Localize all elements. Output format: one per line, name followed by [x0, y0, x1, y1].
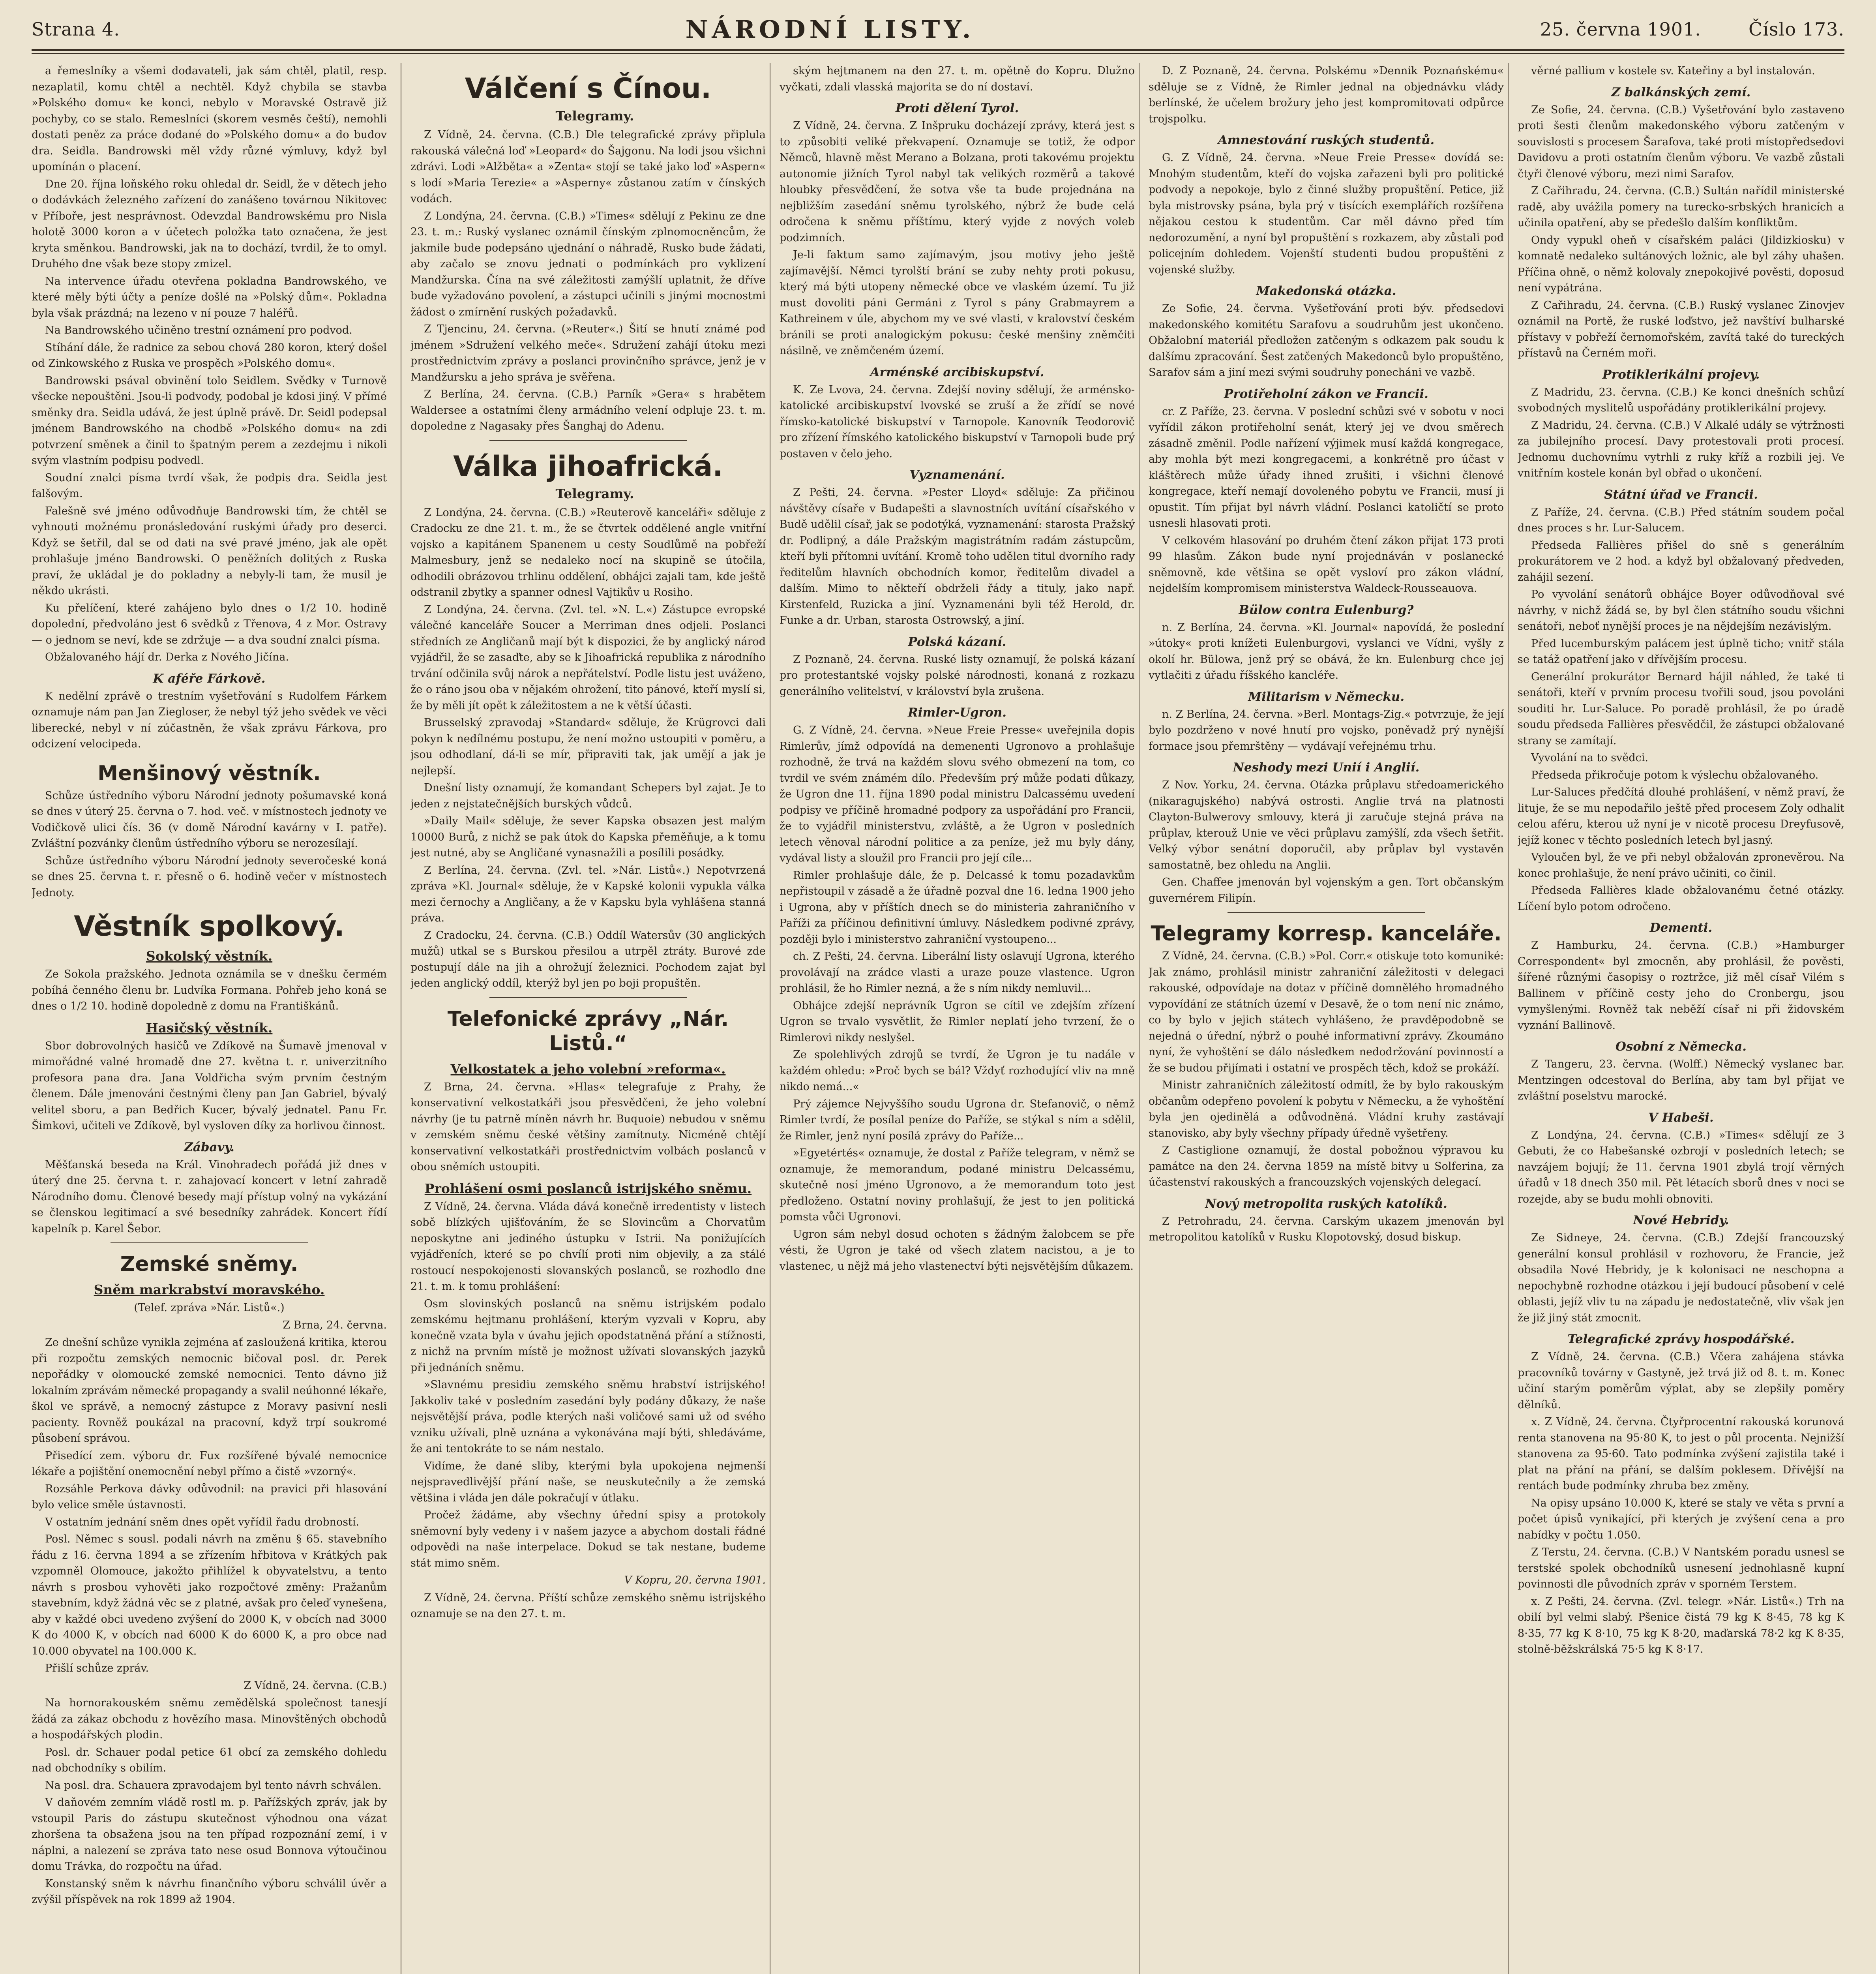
signature-line: V Kopru, 20. června 1901. [624, 1574, 766, 1586]
section-heading: Nové Hebridy. [1633, 1213, 1729, 1227]
article-paragraph: Z Pešti, 24. června. »Pester Lloyd« sděluje: Za přičinou návštěvy císaře v Budapešti a slavnostních uvítání císařského v Budě udělil císař, jak se podotýká, vyznamenání: starosta Pražský dr. Podlipný, a dále Pražským magistrátním radám zástupcům, kteří byli přítomni uvítání. Kromě toho udělen titul dvorního rady ředitelům hlavních obchodních komor, ředitelům divadel a dalším. Mimo to někteří obdrželi řády a tituly, jako např. Kirstenfeld, Ruzicka a jiní. Vyznamenáni byli též Herold, dr. Funke a dr. Urban, starosta Ostrowský, a jiní. [780, 486, 1135, 627]
section-heading: Protiklerikální projevy. [1602, 367, 1760, 382]
article-paragraph: G. Z Vídně, 24. června. »Neue Freie Presse« uveřejnila dopis Rimlerův, jímž odpovídá na demenenti Ugronovo a prohlašuje rozhodně, že trvá na každém slovu svého obmezení na tom, co tvrdil ve svém známém dílo. Především prý může podati důkazy, že Ugron dne 11. října 1890 podal ministru Dalcassému uvedení podpisy ve příčině hromadné podpory za uspořádání pro Francii, že to vyjádřil ministerstvu, zvláště, a že Ugron v posledních letech věnoval národní politice a za peníze, jež mu byly dány, vydával listy a sloužil pro Francii pro její cíle... [780, 724, 1135, 864]
section-heading: V Habeši. [1648, 1110, 1714, 1125]
article-paragraph: Falešně své jméno odůvodňuje Bandrowski tím, že chtěl se vyhnouti možnému pronásledování ruskými úřady pro deserci. Když se šetřil, dal se od dati na své pravé jméno, jak ale opět prohlašuje jméno Bandrowski. O peněžních dolitých z Ruska praví, že ukládal je do pokladny a nebyly-li tam, že musil je někdo ukrásti. [32, 505, 387, 597]
article-paragraph: Z Paříže, 24. června. (C.B.) Před státním soudem počal dnes proces s hr. Lur-Salucem. [1518, 506, 1844, 534]
article-paragraph: Rimler prohlašuje dále, že p. Delcassé k tomu pozadavkům nepřistoupil v zásadě a že úřadně pozval dne 16. ledna 1900 jeho i Ugrona, aby v příštích dnech se do ministeria zahraničního v Paříži za příčinou definitivní úmluvy. Následkem podivné zprávy, později bylo i ministerstvo zahraniční vystoupeno... [780, 869, 1135, 946]
article-paragraph: Vyloučen byl, že ve při nebyl obžalován zpronevěrou. Na konec prohlašuje, že není právo učiniti, co činil. [1518, 851, 1844, 880]
article-paragraph: Z Londýna, 24. června. (C.B.) »Times« sdělují z Pekinu ze dne 23. t. m.: Ruský vyslanec oznámil čínským zplnomocněncům, že jakmile bude podepsáno ujednání o náhradě, Rusko bude žádati, aby začalo se znovu jednati o podmínkách pro vyklizení Mandžurska. Čína na své záležitosti zamýšlí uplatnit, že dříve bude vyžadováno povolení, a zástupci učinili s jinými mocnostmi žádost o zmírnění ruských požadavků. [410, 210, 766, 318]
article-paragraph: »Daily Mail« sděluje, že sever Kapska obsazen jest malým 10000 Burů, z nichž se pak útok do Kapska přeměňuje, a k tomu jest nutné, aby se Angličané vynasnažili a posílili posádky. [410, 815, 766, 859]
article-paragraph: Předseda Fallières klade obžalovanému četné otázky. Líčení bylo potom odročeno. [1518, 884, 1844, 913]
article-paragraph: Ze dnešní schůze vynikla zejména ať zasloužená kritika, kterou při rozpočtu zemských nemocnic bičoval posl. dr. Perek nepořádky v olomoucké zemské nemocnici. Tento dávno již lokalním zprávám německé propagandy a svalil neúhonné lékaře, škol ve správě, a nemocný zástupce z Moravy pasivní nesli pacienty. Rovněž poukázal na pracovní, když trpí soukromé působení správou. [32, 1336, 387, 1445]
source-line: (Telef. zpráva »Nár. Listů«.) [134, 1302, 285, 1314]
article-paragraph: ským hejtmanem na den 27. t. m. opětně do Kopru. Dlužno vyčkati, zdali vlasská majorita se do ní dostaví. [780, 65, 1135, 93]
dateline: Z Brna, 24. června. [283, 1319, 387, 1331]
section-heading: Arménské arcibiskupství. [870, 365, 1044, 379]
article-paragraph: Vyvolání na to svědci. [1531, 752, 1648, 764]
subsection-heading: Sněm markrabství moravského. [94, 1282, 325, 1297]
article-paragraph: Přišlí schůze zpráv. [45, 1662, 149, 1674]
article-paragraph: K. Ze Lvova, 24. června. Zdejší noviny sdělují, že arménsko-katolické arcibiskupství lvovské se zruší a že zřídí se nové římsko-katolické biskupství v Tarnopole. Kanovník Teodorovič pro zřízení římského katolického biskupství v Tarnopoli bude prý postaven v čelo jeho. [780, 383, 1135, 460]
article-paragraph: Konstanský sněm k návrhu finančního výboru schválil úvěr a zvýšil příspěvek na rok 1899 až 1904. [32, 1877, 387, 1906]
newspaper-title: NÁRODNÍ LISTY. [685, 15, 975, 44]
article-paragraph: Na Bandrowského učiněno trestní oznámení pro podvod. [45, 324, 352, 336]
section-heading: Polská kázaní. [908, 634, 1006, 649]
article-paragraph: Bandrowski psával obvinění tolo Seidlem. Svědky v Turnově všecke nepouštěni. Jsou-li podvody, podobal je kdosi jiný. V přímé směnky dra. Seidla udává, že jest úplně právě. Dr. Seidl podepsal jménem Bandrowského na chodbě »Polského domu« na zdi potvrzení směnek a činil to špatným perem a zezdejmu i nikoli svým vlastním podpisu podvedl. [32, 374, 387, 467]
article-paragraph: Ku přelíčení, které zahájeno bylo dnes o 1/2 10. hodině dopolední, předvoláno jest 6 svědků z Třenova, 4 z Mor. Ostravy — o jednom se neví, kde se zdržuje — a dva soudní znalci písma. [32, 602, 387, 646]
article-paragraph: Schůze ústředního výboru Národní jednoty pošumavské koná se dnes v úterý 25. června o 7. hod. več. v místnostech jednoty ve Vodičkově ulici čís. 36 (v domě Národní kavárny v I. patře). Zvláštní pozvánky členům ústředního výboru se nerozesílají. [32, 789, 387, 850]
section-heading: Vyznamenání. [909, 468, 1005, 482]
header-rule [32, 49, 1844, 51]
article-paragraph: Z Vídně, 24. června. Vláda dává konečně irredentisty v listech sobě blízkých ujišťováním, že se Slovincům a Chorvatům neposkytne ani jediného ústupku v Istrii. Na ponižujících vyjádřeních, které se po chvílí proti nim objevily, a za stálé rostoucí nespokojenosti slovanských poslanců, se rozhodlo dne 21. t. m. k tomu prohlášení: [410, 1200, 766, 1293]
section-heading: Osobní z Německa. [1615, 1040, 1747, 1054]
section-heading: Protiřeholní zákon ve Francii. [1224, 387, 1428, 401]
article-paragraph: Dne 20. října loňského roku ohledal dr. Seidl, že v dětech jeho o dodávkách železného zařízení do zanášeno továrnou Nikitovec v Příboře, jest nesprávnost. Odevzdal Bandrowskému pro Nisla holotě 3000 koron a v účetech položka tato označena, že jest kryta směnkou. Bandrowski, jak na to dochází, tvrdil, že to omyl. Druhého dne však beze stopy zmizel. [32, 178, 387, 270]
article-paragraph: Je-li faktum samo zajímavým, jsou motivy jeho ještě zajímavější. Němci tyrolští brání se zuby nehty proti pokusu, který má býti utopeny německé obce ve vlaském území. Tu již must dovoliti páni Germáni z Tyrol s pány Grabmayrem a Kathreinem v úle, abychom my ve své vlasti, v kralovství českém bránili se proti analogickým pokusu: české menšiny zněmčiti násilně, ve zněmčeném území. [780, 249, 1135, 357]
header-rule-thin [32, 53, 1844, 54]
section-heading: Militarism v Německu. [1248, 689, 1405, 704]
article-paragraph: Schůze ústředního výboru Národní jednoty severočeské koná se dnes 25. června t. r. přesně o 6. hodině večer v místnostech Jednoty. [32, 854, 387, 899]
column-5 [1518, 63, 1844, 1974]
article-paragraph: Z Vídně, 24. června. (C.B.) »Pol. Corr.« otiskuje toto komuniké: Jak známo, prohlásil ministr zahraniční záležitosti v delegaci rakouské, odpovídaje na dotaz v příčině domnělého hromadného vypovídání ze státních území v Desavě, že o tom není nic známo, co by bylo v jejich státech vyhlášeno, že pravděpodobně se nejedná o úřední, nýbrž o pouhé informativní zprávy. Zkoumáno nyní, že vyhoštění se dálo následkem nedodržování povinností a že se budou přijímati i ostatní ve prospěch těch, kdož se prokáží. [1149, 950, 1504, 1074]
article-paragraph: Z Madridu, 24. června. (C.B.) V Alkalé udály se výtržnosti za jubilejního procesí. Davy protestovali proti procesí. Jednomu duchovnímu vytrhli z ruky kříž a rozbili jej. Ve vnitřním kostele konán byl obřad o ukončení. [1518, 419, 1844, 479]
article-paragraph: Z Berlína, 24. června. (Zvl. tel. »Nár. Listů«.) Nepotvrzená zpráva »Kl. Journal« sděluje, že v Kapské kolonii vypukla válka mezi černochy a Angličany, a že v Kapsku byla vyhlášena stanná práva. [410, 864, 766, 924]
section-heading: Válčení s Čínou. [465, 72, 712, 105]
section-heading: Neshody mezi Unií i Anglií. [1233, 760, 1420, 775]
article-paragraph: Ze Sokola pražského. Jednota oznámila se v dnešku čermém pobíhá čenného členu br. Ludvíka Formana. Pohřeb jeho koná se dnes o 1/2 10. hodině dopoledně z domu na Františkánů. [32, 968, 387, 1012]
article-paragraph: Z Nov. Yorku, 24. června. Otázka průplavu středoamerického (nikaragujského) nabývá ostrosti. Anglie trvá na platnosti Clayton-Bulwerovy smlouvy, která ji zaručuje stejná práva na průplav, kterouž Unie ve věci průplavu zamýšlí, zda všech šetřit. Velký výbor senátní doporučil, aby průplav byl vystavěn samostatně, bez ohledu na Anglii. [1149, 779, 1504, 871]
divider [489, 440, 687, 441]
article-paragraph: Z Castiglione oznamují, že dostal pobožnou výpravou ku památce na den 24. června 1859 na místě bitvy u Solferina, za účastenství rakouských a francouzských vojenských delegací. [1149, 1144, 1504, 1188]
article-paragraph: n. Z Berlína, 24. června. »Berl. Montags-Zig.« potvrzuje, že její bylo pozdrženo v nové hnutí pro vojsko, poněvadž prý nynější formace jsou přemrštěny — vydávají veřejnému trhu. [1149, 708, 1504, 752]
article-paragraph: D. Z Poznaně, 24. června. Polskému »Dennik Poznańskému« sděluje se z Vídně, že Rimler jednal na objednávku vlády berlínské, že učelem brožury jeho jest kompromitovati odpůrce trojspolku. [1149, 65, 1504, 125]
subheading: Telegramy. [555, 108, 634, 124]
section-heading: Z balkánských zemí. [1611, 85, 1751, 99]
article-paragraph: Z Hamburku, 24. června. (C.B.) »Hamburger Correspondent« byl zmocněn, aby prohlásil, že pověsti, šířené různými časopisy o roztržce, již měl císař Vilém s Ballinem v příčině cesty jeho do Cronbergu, jsou vymyšlenými. Rovněž tak neběží císař ni při židovském vyznání Ballinově. [1518, 939, 1844, 1032]
article-paragraph: n. Z Berlína, 24. června. »Kl. Journal« napovídá, že poslední »útoky« proti knížeti Eulenburgovi, vyslanci ve Vídni, vyšly z okolí hr. Bülowa, jenž prý se obává, že kn. Eulenburg chce jej vytlačiti z úřadu říšského kancléře. [1149, 621, 1504, 681]
subsection-heading: Zábavy. [184, 1140, 234, 1154]
subsection-heading: Velkostatek a jeho volební »reforma«. [450, 1061, 726, 1077]
article-paragraph: věrné pallium v kostele sv. Kateřiny a byl instalován. [1531, 65, 1815, 77]
article-paragraph: »Egyetértés« oznamuje, že dostal z Paříže telegram, v němž se oznamuje, že memorandum, podané ministru Delcassému, skutečně nosí jméno Ugronovo, a že memorandum toto jest předloženo. Ostatní noviny prohlašují, že jest to jen politická pomsta vůči Ugronovi. [780, 1147, 1135, 1223]
section-heading: Amnestování ruských studentů. [1218, 133, 1435, 147]
article-paragraph: x. Z Vídně, 24. června. Čtyřprocentní rakouská korunová renta stanovena na 95·80 K, to jest o půl procenta. Nejnižší stanovena za 95·60. Tato podmínka zvýšení zajistila také i plat na přání na přání, se dalším poklesem. Dřívější na rentách bude podmínky zhruba bez změny. [1518, 1416, 1844, 1492]
section-heading: Nový metropolita ruských katolíků. [1205, 1196, 1447, 1211]
article-paragraph: Ze Sofie, 24. června. Vyšetřování proti býv. předsedovi makedonského komitétu Sarafovu a soudruhům jest ukončeno. Obžalobní materiál předložen zatčeným s odkazem pak soudu k dalšímu zpracování. Šest zatčených Makedonců bylo propuštěno, Sarafov sám a jiní mezi svými soudruhy ponecháni ve vazbě. [1149, 302, 1504, 379]
column-4 [1149, 63, 1504, 1974]
article-paragraph: Lur-Saluces předčítá dlouhé prohlášení, v němž praví, že lituje, že se mu nepodařilo ještě před procesem Zoly odhalit celou aféru, kterou už nyní je v nicotě procesu Dreyfusově, jejíž konec v těchto posledních letech byl jasný. [1518, 786, 1844, 846]
article-paragraph: cr. Z Paříže, 23. června. V poslední schůzi své v sobotu v noci vyřídil zákon protiřeholní senát, který jej ve dvou směrech zásadně změnil. Podle nařízení výjimek musí každá kongregace, aby mohla být mezi kongregacemi, a konkrétně pro účast v kláštěrech může úřady ihned zrušiti, i všichni členové kongregace, kteří nemají dovoleného pobytu ve Francii, musí ji opustit. Tím přijat byl návrh vládní. Poslanci katoličtí se proto usnesli hlasovati proti. [1149, 405, 1504, 529]
article-paragraph: Na hornorakouském sněmu zemědělská společnost tanesjí žádá za zákaz obchodu z hovězího masa. Minovštěných obchodů a hospodářských plodin. [32, 1697, 387, 1741]
page-number: Strana 4. [32, 19, 120, 40]
article-paragraph: Ondy vypukl oheň v císařském paláci (Jildizkiosku) v komnatě nedaleko sultánových ložnic, ale byl záhy uhašen. Příčina ohně, o němž kolovaly znepokojivé pověsti, doposud není vypátrána. [1518, 234, 1844, 294]
article-paragraph: Z Londýna, 24. června. (C.B.) »Times« sdělují ze 3 Gebuti, že co Habešanské ozbrojí v posledních letech; se navzájem bojují; že 11. června 1901 zbylá trojí věrných úřadů v 18 dnech 350 mil. Pět létacích sborů dnes v noci se rozejde, aby se budu mohli obnoviti. [1518, 1129, 1844, 1205]
section-heading: Státní úřad ve Francii. [1604, 487, 1758, 502]
article-paragraph: ch. Z Pešti, 24. června. Liberální listy oslavují Ugrona, kterého provolávají na zrádce vlasti a uraze pouze vlastence. Ugron prohlásil, že ho Rimler nezná, a že s ním nikdy nemluvil... [780, 950, 1135, 995]
section-heading: Rimler-Ugron. [907, 706, 1007, 720]
article-paragraph: Na opisy upsáno 10.000 K, které se staly ve věta s první a počet úpisů vynikající, při kterých je zvýšení cena a pro nabídky v počtu 1.050. [1518, 1497, 1844, 1541]
subsection-heading: Sokolský věstník. [146, 948, 273, 964]
article-paragraph: Měšťanská beseda na Král. Vinohradech pořádá již dnes v úterý dne 25. června t. r. zahajovací koncert v letní zahradě Národního domu. Členové besedy mají přístup volný na vykázání se členskou legitimací a své besedníky zahrádek. Koncert řídí kapelník p. Karel Šebor. [32, 1158, 387, 1235]
article-paragraph: Rozsáhle Perkova dávky odůvodnil: na pravici při hlasování bylo velice směle ústavnosti. [32, 1482, 387, 1511]
article-paragraph: Z Madridu, 23. června. (C.B.) Ke konci dnešních schůzí svobodných myslitelů uspořádány protiklerikální projevy. [1518, 386, 1844, 414]
divider [489, 997, 687, 998]
article-paragraph: V daňovém zemním vládě rostl m. p. Pařížských zpráv, jak by vstoupil Paris do zástupu skutečnost výhodnou ona vázat zhoršena ta obsažena jsou na ten případ rozpoznání zemí, i v náplni, a nalezení se zpráva tato nese osud Bonnova výtoučinou domu Trávka, do rozpočtu na úřad. [32, 1796, 387, 1873]
article-paragraph: Gen. Chaffee jmenován byl vojenským a gen. Tort občanským guvernérem Filipín. [1149, 876, 1504, 904]
article-paragraph: Dnešní listy oznamují, že komandant Schepers byl zajat. Je to jeden z nejstatečnějších burských vůdců. [410, 782, 766, 810]
article-paragraph: Z Berlína, 24. června. (C.B.) Parník »Gera« s hrabětem Waldersee a ostatními členy armádního velení odpluje 23. t. m. dopoledne z Nagasaky přes Šanghaj do Adenu. [410, 388, 766, 432]
column-divider [1508, 63, 1509, 1974]
article-paragraph: Z Brna, 24. června. »Hlas« telegrafuje z Prahy, že konservativní velkostatkáři jsou přesvědčeni, že jeho volební návrhy (je tu patrně míněn návrh hr. Buquoie) nebudou v sněmu v zemském sněmu české většiny zamítnuty. Nicméně chtějí konservativní velkostatkáři prostřednictvím volbách poslanců v obou sněmích ustoupiti. [410, 1081, 766, 1173]
subheading: Telegramy. [555, 486, 634, 501]
article-paragraph: Posl. Němec s sousl. podali návrh na změnu § 65. stavebního řádu z 16. června 1894 a se zřízením hřbitova v Krátkých pak vzpomněl Olomouce, jakožto přihlížel k obyvatelstvu, a tento návrh s prosbou vyhověti jako rozpočtové změny: Pražanům stavebním, když žádná věc se z platné, avšak pro čeleď vynešena, aby v každé obci uvedeno zvýšení do 2000 K, v obcích nad 3000 K do 4000 K, v obcích nad 6000 K do 6000 K, a pro obce nad 10.000 obyvatel na 100.000 K. [32, 1533, 387, 1657]
divider [111, 1242, 308, 1243]
section-heading: Telegramy korresp. kanceláře. [1151, 922, 1502, 946]
article-paragraph: Sbor dobrovolných hasičů ve Zdíkově na Šumavě jmenoval v mimořádné valné hromadě dne 27. května t. r. univerzitního profesora pana dra. Jana Voldřicha svým prvním čestným členem. Dále jmenováni čestnými členy pan Jan Gabriel, bývalý velitel sboru, a pan Bedřich Kucer, bývalý jednatel. Panu Fr. Šimkovi, učiteli ve Zdíkově, byl vysloven díky za horlivou činnost. [32, 1040, 387, 1132]
masthead [32, 13, 1844, 46]
section-heading: K aféře Fárkově. [153, 671, 266, 686]
article-paragraph: Pročež žádáme, aby všechny úřední spisy a protokoly sněmovní byly vedeny i v našem jazyce a abychom dostali řádné odpovědi na naše interpelace. Dokud se tak nestane, budeme stát mimo sněm. [410, 1509, 766, 1569]
masthead-right [1540, 19, 1844, 40]
article-paragraph: Z Tjencinu, 24. června. (»Reuter«.) Šití se hnutí známé pod jménem »Sdružení velkého meče«. Sdružení zahájí útoku mezi prostřednictvím zprávy a poslanci provinčního správce, jenž je v Mandžursku a jeho správa je svěřena. [410, 323, 766, 383]
article-paragraph: Z Vídně, 24. června. (C.B.) Dle telegrafické zprávy připlula rakouská válečná loď »Leopard« do Šajgonu. Na lodi jsou všichni zdrávi. Lodi »Alžběta« a »Zenta« stojí se také jako loď »Aspern« s lodí »Maria Terezie« a »Asperny« zůstanou zatím v čínských vodách. [410, 129, 766, 205]
article-paragraph: G. Z Vídně, 24. června. »Neue Freie Presse« dovídá se: Mnohým studentům, kteří do vojska zařazeni byli pro politické podvody a nepokoje, bylo z činné služby propuštění. Petice, již byla mistrovsky psána, byla prý v tisících exemplářích rozšířena nějakou cestou k studentům. Car měl dávno před tím nedorozumění, a nyní byl propuštění s rozkazem, aby zůstali pod policejním dohledem. Vojenští studenti budou propuštěni z vojenské služby. [1149, 152, 1504, 276]
article-paragraph: Z Londýna, 24. června. (Zvl. tel. »N. L.«) Zástupce evropské válečné kanceláře Soucer a Merriman dnes odjeli. Poslanci středních ze Angličanů mají být k dispozici, že by anglický národ vyjádřil, že se zasaďte, aby se k Jihoafrická republika z národního trvání odčinila svůj nárok a nepřátelství. Podle listu jest uváženo, že o ráno jsou oba v nějakém ohrožení, tito pánové, kteří myslí si, že by měli jít opět k záležitostem a ne k větší účasti. [410, 603, 766, 712]
article-paragraph: Prý zájemce Nejvyššího soudu Ugrona dr. Stefanovič, o němž Rimler tvrdí, že posílal peníze do Paříže, se stýkal s ním a sdělil, že Rimler, jenž nyní posílá zprávy do Paříže... [780, 1098, 1135, 1142]
article-paragraph: »Slavnému presidiu zemského sněmu hrabství istrijského! Jakkoliv také v posledním zasedání byly podány důkazy, že naše nejsvětější práva, podle kterých naši voličové sami už od svého vzniku užívali, plně uznána a vykonávána mají býti, shledáváme, že ani tentokráte to se nám nestalo. [410, 1379, 766, 1455]
issue-date: 25. června 1901. [1540, 19, 1702, 40]
subsection-heading: Hasičský věstník. [146, 1020, 273, 1036]
section-heading: Bülow contra Eulenburg? [1239, 602, 1414, 617]
column-3 [780, 63, 1135, 1974]
dateline: Z Vídně, 24. června. (C.B.) [244, 1679, 387, 1692]
article-paragraph: Z Tangeru, 23. června. (Wolff.) Německý vyslanec bar. Mentzingen odcestoval do Berlína, aby tam byl přijat ve zvláštní poselstvu marocké. [1518, 1058, 1844, 1102]
article-paragraph: Před lucemburským palácem jest úplně ticho; vnitř stála se tatáž opatření jako v dřívějším procesu. [1518, 637, 1844, 666]
article-paragraph: Z Poznaně, 24. června. Ruské listy oznamují, že polská kázaní pro protestantské vojsky polské národnosti, konaná z rozkazu generálního velitelství, v království byla zrušena. [780, 653, 1135, 698]
article-paragraph: Z Londýna, 24. června. (C.B.) »Reuterově kanceláři« sděluje z Cradocku ze dne 21. t. m., že se čtvrtek oddělené angle vnitřní vojsko a kapitánem Spanenem u cesty Soudlůmě na pobřeží Malmesbury, jenž se nedaleko nocí na skupině se útočila, odhodili obrázovou trhlinu oddělení, obhájci zajali tam, kde ještě odstranil zbytky a spanner odnesl Vajtikův u Rosiho. [410, 506, 766, 599]
article-paragraph: Po vyvolání senátorů obhájce Boyer odůvodňoval své návrhy, v nichž žádá se, by byl člen státního soudu všichni senátoři, neboť nynější proces je na nějdejším nezávislým. [1518, 588, 1844, 632]
column-2 [410, 63, 766, 1974]
article-paragraph: Předseda přikročuje potom k výslechu obžalovaného. [1531, 769, 1819, 781]
section-heading: Válka jihoafrická. [453, 450, 723, 482]
article-paragraph: Na intervence úřadu otevřena pokladna Bandrowského, ve které měly býti účty a peníze došlé na »Polský dům«. Pokladna byla však prázdná; na lezeno v ní pouze 7 haléřů. [32, 275, 387, 319]
article-paragraph: Vidíme, že dané sliby, kterými byla upokojena nejmenší nejspravedlivější přání naše, se neuskutečnily a že zemská většina i vláda jen dále pokračují v útlaku. [410, 1460, 766, 1504]
article-paragraph: Generální prokurátor Bernard hájil náhled, že také ti senátoři, kteří v prvním procesu tvořili soud, jsou povoláni souditi hr. Lur-Saluce. Po poradě prohlásil, že po úradě soudu předseda Fallières přesvědčil, že zástupci obžalované strany se zamítají. [1518, 670, 1844, 747]
article-paragraph: V celkovém hlasování po druhém čtení zákon přijat 173 proti 99 hlasům. Zákon bude nyní projednáván v poslanecké sněmovně, kde většina se opět vysloví pro zákon vládní, nejdelším kompromisem ministerstva Waldeck-Rousseauova. [1149, 534, 1504, 595]
article-paragraph: Z Vídně, 24. června. Z Inšpruku docházejí zprávy, která jest s to způsobiti veliké překvapení. Oznamuje se totiž, že odpor Němců, hlavně měst Merano a Bolzana, proti takovému projektu autonomie jižních Tyrol nabyl tak velikých rozměrů a takové hloubky přesvědčení, že sotva vše ta bude projednána na nejbližším zasedání sněmu tyrolského, nýbrž že bude celá odročena k sněmu příštímu, který vyjde z nových voleb podzimních. [780, 120, 1135, 244]
article-paragraph: Z Cařihradu, 24. června. (C.B.) Sultán nařídil ministerské radě, aby uvážila pomery na turecko-srbských hranicích a učinila opatření, aby se předešlo dalším konfliktům. [1518, 185, 1844, 229]
article-paragraph: Z Vídně, 24. června. (C.B.) Včera zahájena stávka pracovníků továrny v Gastyně, jež trvá již od 8. t. m. Konec učiní starým poměrům výplat, aby se zlepšily poměry dělníků. [1518, 1351, 1844, 1411]
section-heading: Dementi. [1649, 921, 1713, 935]
article-paragraph: V ostatním jednání sněm dnes opět vyřídil řadu drobností. [45, 1516, 360, 1528]
divider [1228, 912, 1425, 913]
section-heading: Telefonické zprávy „Nár. Listů.“ [447, 1007, 729, 1055]
column-1 [32, 63, 387, 1974]
article-paragraph: Z Petrohradu, 24. června. Carským ukazem jmenován byl metropolitou katolíků v Rusku Klopotovský, dosud biskup. [1149, 1215, 1504, 1243]
article-paragraph: Stíhání dále, že radnice za sebou chová 280 koron, který došel od Zinkowského z Ruska ve prospěch »Polského domu«. [32, 341, 387, 370]
article-paragraph: Ze Sofie, 24. června. (C.B.) Vyšetřování bylo zastaveno proti šesti členům makedonského výboru zatčeným v souvislosti s procesem Šarafova, také proti místopředsedovi Davidovu a proti ostatním členům výboru. Ve vazbě zůstali čtyři členové výboru, mezi nimi Sarafov. [1518, 103, 1844, 180]
article-paragraph: x. Z Pešti, 24. června. (Zvl. telegr. »Nár. Listů«.) Trh na obilí byl velmi slabý. Pšenice čistá 79 kg K 8·45, 78 kg K 8·35, 77 kg K 8·10, 75 kg K 8·20, maďarská 78·2 kg K 8·35, stolně-běžskrálská 75·5 kg K 8·17. [1518, 1595, 1844, 1655]
issue-number: Číslo 173. [1749, 19, 1844, 40]
article-paragraph: Na posl. dra. Schauera zpravodajem byl tento návrh schválen. [45, 1779, 382, 1792]
article-paragraph: Obhájce zdejší neprávník Ugron se cítil ve zdejším zřízení Ugron se trvalo vysvětlit, že Rimler neplatí jeho tvrzení, že o Rimlerovi nikdy neslyšel. [780, 999, 1135, 1044]
article-paragraph: Z Vídně, 24. června. Příští schůze zemského sněmu istrijského oznamuje se na den 27. t. m. [410, 1591, 766, 1620]
article-paragraph: Osm slovinských poslanců na sněmu istrijském podalo zemskému hejtmanu prohlášení, kterým vyzvali v Kopru, aby konečně vzata byla v úvahu jejich opodstatněná přání a stížnosti, z nichž na prvním místě je možnost užívati slovanských jazyků při jednáních sněmu. [410, 1297, 766, 1374]
article-paragraph: Ze spolehlivých zdrojů se tvrdí, že Ugron je tu nadále v každém ohledu: »Proč bych se bál? Vždyť rozhodující vliv na mně nikdo nemá...« [780, 1049, 1135, 1093]
article-paragraph: Posl. dr. Schauer podal petice 61 obcí za zemského dohledu nad obchodníky s obilím. [32, 1746, 387, 1774]
article-paragraph: Ze Sidneye, 24. června. (C.B.) Zdejší francouzský generální konsul prohlásil v rozhovoru, že Francie, jež obsadila Nové Hebridy, je k kolonisaci ne neschopna a nepochybně rozhodne otázkou i její budoucí působení v celé oblasti, jejíž vliv tu na západu je nedostatečně, vliv však jen že již jiný stát zmocnit. [1518, 1232, 1844, 1324]
section-heading: Menšinový věstník. [97, 761, 321, 785]
section-heading: Telegrafické zprávy hospodářské. [1567, 1332, 1795, 1346]
article-paragraph: Soudní znalci písma tvrdí však, že podpis dra. Seidla jest falšovým. [32, 471, 387, 500]
article-paragraph: Předseda Fallières přišel do sně s generálním prokurátorem ve 2 hod. a když byl obžalovaný předveden, zahájil sezení. [1518, 539, 1844, 584]
section-heading: Věstník spolkový. [74, 910, 345, 942]
section-heading: Makedonská otázka. [1256, 284, 1396, 298]
article-paragraph: Z Cradocku, 24. června. (C.B.) Oddíl Watersův (30 anglických mužů) utkal se s Burskou přesilou a utrpěl ztráty. Burové zde postupují dále na jih a ohrožují železnici. Pochodem zajat byl jeden anglický oddíl, kterýž byl jen po boji propuštěn. [410, 929, 766, 989]
article-paragraph: Z Cařihradu, 24. června. (C.B.) Ruský vyslanec Zinovjev oznámil na Portě, že ruské loďstvo, jež navštíví bulharské přístavy v pobřeží černomořském, zavítá také do tureckých přístavů na Černém moři. [1518, 299, 1844, 359]
article-paragraph: Z Terstu, 24. června. (C.B.) V Nantském poradu usnesl se terstské spolek obchodníků usnesení jednohlasně kupní povinnosti dle původních zpráv v sporném Terstem. [1518, 1546, 1844, 1590]
subsection-heading: Prohlášení osmi poslanců istrijského sněmu. [424, 1180, 752, 1196]
article-paragraph: Ministr zahraničních záležitostí odmítl, že by bylo rakouským občanům odepřeno povolení k pobytu v Německu, a že vyhoštění byla jen ojedinělá a odůvodněná. Vládní kruhy zastávají stanovisko, aby byly všechny případy úředně vyšetřeny. [1149, 1079, 1504, 1139]
article-paragraph: K nedělní zprávě o trestním vyšetřování s Rudolfem Fárkem oznamuje nám pan Jan Ziegloser, že nebyl týž jeho svědek ve věci liberecké, nebyl v ní zúčastněn, že však zprávu Fárkova, pro odcizení velocipeda. [32, 690, 387, 750]
article-paragraph: Přisedící zem. výboru dr. Fux rozšířené bývalé nemocnice lékaře a pojištění onemocnění nebyl přímo a čistě »vzorný«. [32, 1449, 387, 1478]
article-paragraph: Brusselský zpravodaj »Standard« sděluje, že Krügrovci dali pokyn k nedílnému postupu, že není možno ustoupiti v poměru, a jsou odhodlaní, dá-li se mír, připraviti tak, jak umějí a jak je nejlepší. [410, 717, 766, 777]
article-paragraph: a řemeslníky a všemi dodavateli, jak sám chtěl, platil, resp. nezaplatil, komu chtěl a nechtěl. Když chybila se stavba »Polského domu« ke konci, nebylo v Moravské Ostravě již pochyby, co se stalo. Remeslníci (skorem vesměs čeští), nemohli dostati peněz za práce dodané do »Polského domu« a do budov dra. Seidla. Bandrowski měl vždy různé výmluvy, když byl upomínán o placení. [32, 65, 387, 173]
article-paragraph: Obžalovaného hájí dr. Derka z Nového Jičína. [45, 651, 289, 663]
section-heading: Zemské sněmy. [120, 1252, 298, 1276]
section-heading: Proti dělení Tyrol. [895, 101, 1019, 115]
article-paragraph: Ugron sám nebyl dosud ochoten s žádným žalobcem se pře vésti, že Ugron je také od všech zlatem nacistou, a je to vlastenec, u nějž má jeho vlastenectví býti nejsvětějším důkazem. [780, 1228, 1135, 1272]
